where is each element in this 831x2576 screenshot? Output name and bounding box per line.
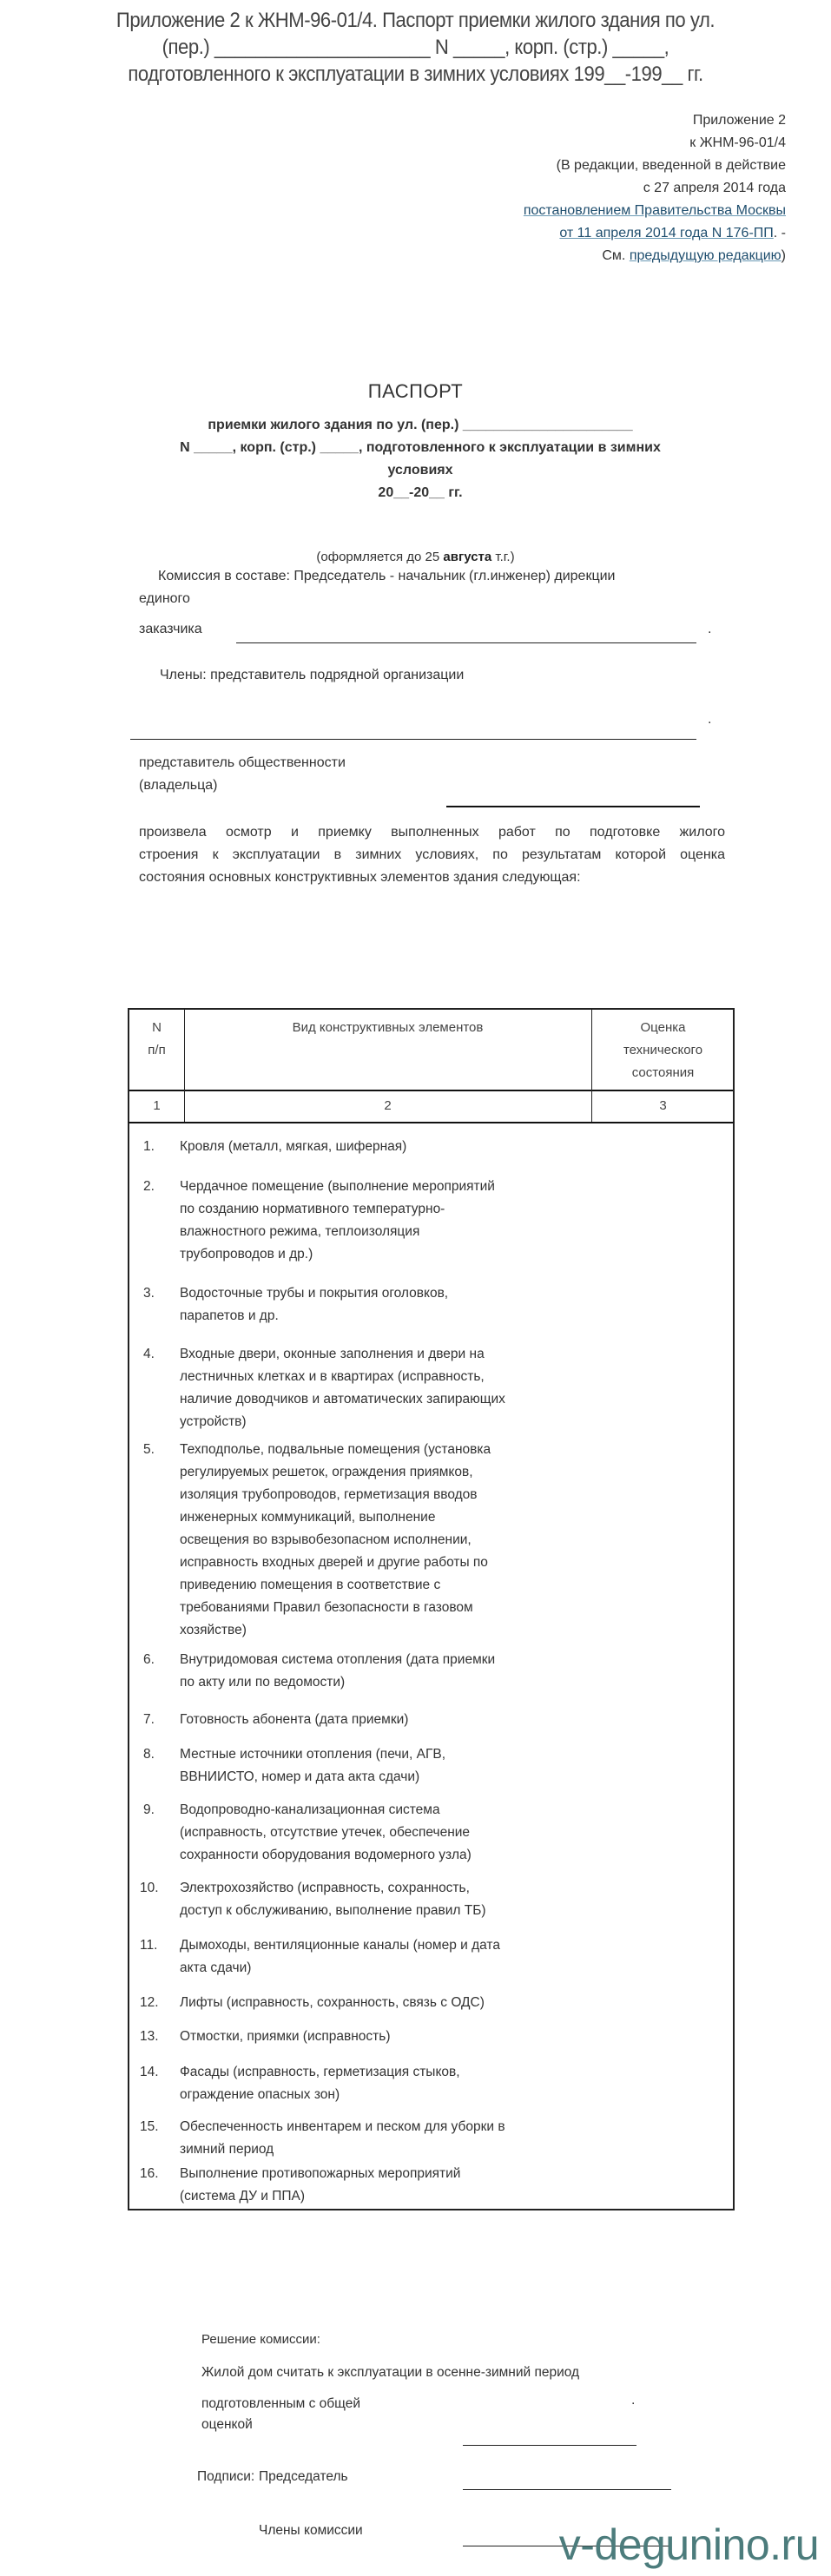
overall-rating-line[interactable] bbox=[463, 2445, 636, 2446]
appendix-line-2: к ЖНМ-96-01/4 bbox=[689, 135, 786, 150]
row-number: 16. bbox=[140, 2166, 159, 2181]
row-text: Дымоходы, вентиляционные каналы (номер и дата акта сдачи) bbox=[180, 1938, 500, 1975]
period-1: . bbox=[708, 622, 712, 636]
row-text: Фасады (исправность, герметизация стыков, ограждение опасных зон) bbox=[180, 2065, 460, 2102]
row-number: 4. bbox=[143, 1347, 155, 1361]
see-prefix: См. bbox=[602, 248, 630, 263]
site-watermark: v-degunino.ru bbox=[558, 2520, 819, 2569]
decision-line-2a: подготовленным с общей bbox=[201, 2396, 361, 2411]
commission-line-3: заказчика bbox=[139, 622, 202, 636]
row-text: Техподполье, подвальные помещения (установка регулируемых решеток, ограждения приямков, изоляция трубопроводов, герметизация вводов инженерных коммуникаций, выполнение освещения во взрывобезопасном исполнении, исправность входных дверей и другие работы по приведению помещения в соответствие с требованиями Правил безопасности в газовом хозяйстве) bbox=[180, 1442, 491, 1637]
row-number: 9. bbox=[143, 1802, 155, 1817]
conclusion-line-2: строения к эксплуатации в зимних условиях, по результатам которой оценка bbox=[139, 847, 725, 862]
chairman-signature-line[interactable] bbox=[463, 2489, 671, 2490]
decision-period: . bbox=[631, 2393, 636, 2408]
header-col-number bbox=[129, 1017, 184, 1062]
row-number: 14. bbox=[140, 2065, 159, 2079]
row-number: 1. bbox=[143, 1139, 155, 1154]
row-text: Местные источники отопления (печи, АГВ, ВВНИИСТО, номер и дата акта сдачи) bbox=[180, 1747, 446, 1784]
row-number: 12. bbox=[140, 1995, 159, 2010]
row-text: Обеспеченность инвентарем и песком для уборки в зимний период bbox=[180, 2119, 505, 2157]
header-col-element bbox=[184, 1017, 591, 1039]
note-month: августа bbox=[443, 550, 492, 564]
signatures-label: Подписи: bbox=[197, 2469, 255, 2484]
appendix-closing: ) bbox=[781, 248, 786, 263]
column-numbers-row bbox=[129, 1090, 733, 1122]
appendix-line-1: Приложение 2 bbox=[692, 113, 786, 128]
passport-subtitle bbox=[130, 414, 710, 504]
resolution-link-line-2[interactable]: от 11 апреля 2014 года N 176-ПП bbox=[559, 226, 774, 240]
row-text: Чердачное помещение (выполнение мероприятий по созданию нормативного температурно- влажностного режима, теплоизоляция трубопроводов и др.) bbox=[180, 1179, 495, 1262]
header-col-assessment-line-3: состояния bbox=[631, 1065, 695, 1080]
public-rep-line-2: (владельца) bbox=[139, 778, 218, 793]
passport-title: ПАСПОРТ bbox=[367, 380, 464, 402]
header-col-element-line-1: Вид конструктивных элементов bbox=[292, 1020, 484, 1035]
row-number: 6. bbox=[143, 1652, 155, 1667]
row-text: Выполнение противопожарных мероприятий (система ДУ и ППА) bbox=[180, 2166, 461, 2204]
header-col-assessment-line-2: технического bbox=[623, 1043, 703, 1057]
row-number: 13. bbox=[140, 2029, 159, 2044]
document-title-line-3: подготовленного к эксплуатации в зимних условиях 199__-199__ гг. bbox=[128, 63, 703, 86]
row-number: 5. bbox=[143, 1442, 155, 1457]
note-suffix: т.г.) bbox=[491, 550, 515, 564]
passport-sub-line-2: N _____, корп. (стр.) _____, подготовленного к эксплуатации в зимних bbox=[180, 440, 661, 455]
row-number: 8. bbox=[143, 1747, 155, 1762]
note-prefix: (оформляется до 25 bbox=[316, 550, 444, 564]
public-rep-signature-line[interactable] bbox=[446, 806, 700, 807]
assessment-table-header bbox=[128, 1008, 735, 1123]
header-col-assessment bbox=[591, 1017, 735, 1084]
row-number: 15. bbox=[140, 2119, 159, 2134]
period-2: . bbox=[708, 712, 712, 727]
appendix-line-4: с 27 апреля 2014 года bbox=[643, 181, 786, 195]
members-signature-label: Члены комиссии bbox=[259, 2523, 363, 2538]
decision-line-2b: оценкой bbox=[201, 2417, 253, 2432]
assessment-table-body bbox=[128, 1122, 735, 2210]
row-number: 3. bbox=[143, 1286, 155, 1301]
resolution-link-line-1[interactable]: постановлением Правительства Москвы bbox=[523, 203, 786, 218]
document-title bbox=[33, 7, 797, 88]
document-title-line-1: Приложение 2 к ЖНМ-96-01/4. Паспорт приемки жилого здания по ул. bbox=[115, 9, 716, 32]
conclusion-line-1: произвела осмотр и приемку выполненных работ по подготовке жилого bbox=[139, 825, 725, 840]
column-number-1: 1 bbox=[153, 1098, 161, 1113]
row-text: Кровля (металл, мягкая, шиферная) bbox=[180, 1139, 407, 1154]
header-row bbox=[129, 1010, 733, 1091]
row-number: 11. bbox=[140, 1938, 158, 1953]
passport-sub-line-1: приемки жилого здания по ул. (пер.) ______________________ bbox=[208, 418, 633, 432]
conclusion-line-3: состояния основных конструктивных элементов здания следующая: bbox=[139, 870, 581, 885]
appendix-line-3: (В редакции, введенной в действие bbox=[556, 158, 786, 173]
header-col-number-line-2: п/п bbox=[148, 1043, 166, 1057]
members-label: Члены: представитель подрядной организации bbox=[160, 668, 465, 682]
chairman-label: Председатель bbox=[259, 2469, 348, 2484]
row-text: Готовность абонента (дата приемки) bbox=[180, 1712, 409, 1727]
appendix-note bbox=[524, 109, 786, 267]
row-text: Лифты (исправность, сохранность, связь с ОДС) bbox=[180, 1995, 485, 2010]
header-col-assessment-line-1: Оценка bbox=[640, 1020, 686, 1035]
passport-sub-line-4: 20__-20__ гг. bbox=[378, 485, 463, 500]
row-text: Внутридомовая система отопления (дата приемки по акту или по ведомости) bbox=[180, 1652, 496, 1690]
contractor-signature-line[interactable] bbox=[130, 739, 696, 740]
appendix-after-link: . - bbox=[773, 226, 786, 240]
passport-sub-line-3: условиях bbox=[387, 463, 453, 478]
column-number-3: 3 bbox=[659, 1098, 667, 1113]
previous-edition-link[interactable]: предыдущую редакцию bbox=[629, 248, 782, 263]
row-text: Отмостки, приямки (исправность) bbox=[180, 2029, 391, 2044]
commission-line-2: единого bbox=[139, 591, 190, 606]
public-rep-line-1: представитель общественности bbox=[139, 755, 346, 770]
row-number: 7. bbox=[143, 1712, 155, 1727]
document-title-line-2: (пер.) _____________________ N _____, корп. (стр.) _____, bbox=[162, 36, 669, 59]
row-number: 2. bbox=[143, 1179, 155, 1194]
column-number-2: 2 bbox=[384, 1098, 392, 1113]
row-number: 10. bbox=[140, 1881, 159, 1895]
row-text: Входные двери, оконные заполнения и двери на лестничных клетках и в квартирах (исправность, наличие доводчиков и автоматических запирающих устройств) bbox=[180, 1347, 505, 1429]
row-text: Водопроводно-канализационная система (исправность, отсутствие утечек, обеспечение сохранности оборудования водомерного узла) bbox=[180, 1802, 472, 1862]
header-col-number-line-1: N bbox=[152, 1020, 162, 1035]
decision-label: Решение комиссии: bbox=[201, 2332, 320, 2347]
customer-signature-line[interactable] bbox=[236, 642, 696, 643]
decision-line-1: Жилой дом считать к эксплуатации в осенне-зимний период bbox=[201, 2365, 580, 2380]
deadline-note bbox=[0, 550, 831, 564]
row-text: Электрохозяйство (исправность, сохранность, доступ к обслуживанию, выполнение правил ТБ) bbox=[180, 1881, 486, 1918]
commission-line-1: Комиссия в составе: Председатель - начальник (гл.инженер) дирекции bbox=[158, 569, 616, 583]
row-text: Водосточные трубы и покрытия оголовков, парапетов и др. bbox=[180, 1286, 449, 1323]
